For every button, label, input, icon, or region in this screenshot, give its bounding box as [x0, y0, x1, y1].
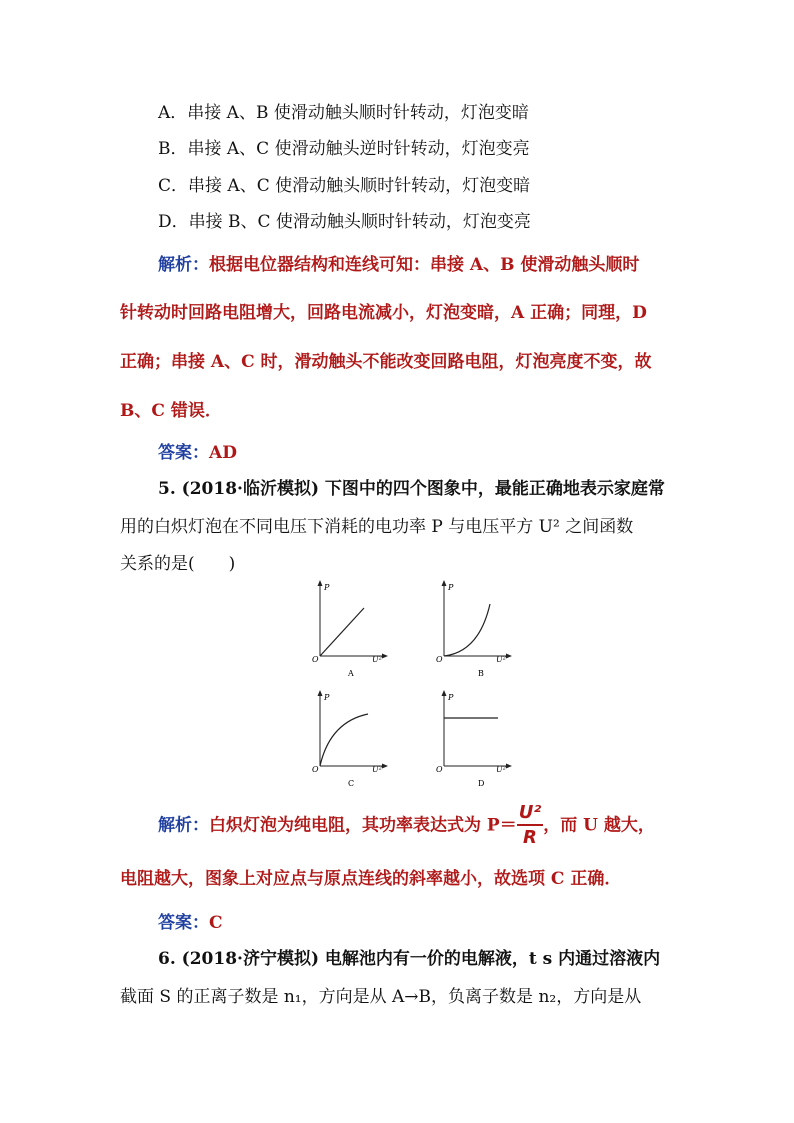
answer5-value: C	[209, 913, 223, 933]
q5-line1: 5. (2018·临沂模拟) 下图中的四个图象中，最能正确地表示家庭常	[158, 479, 665, 499]
q6-line2: 截面 S 的正离子数是 n₁，方向是从 A→B，负离子数是 n₂，方向是从	[120, 987, 642, 1007]
option-c: C．串接 A、C 使滑动触头顺时针转动，灯泡变暗	[158, 176, 531, 196]
analysis4-line4: B、C 错误．	[120, 401, 222, 421]
graph-c-label: C	[348, 779, 355, 788]
analysis5-line2: 电阻越大，图象上对应点与原点连线的斜率越小，故选项 C 正确．	[120, 869, 622, 889]
graph-a-origin: O	[312, 655, 319, 664]
graph-a-label: A	[348, 669, 354, 678]
graph-d-label: D	[478, 779, 485, 788]
graph-d	[434, 688, 514, 788]
answer4	[158, 438, 237, 463]
graph-d-origin: O	[436, 765, 443, 774]
graph-d-svg	[434, 688, 514, 788]
analysis5-label: 解析：	[158, 815, 209, 836]
q5-line2: 用的白炽灯泡在不同电压下消耗的电功率 P 与电压平方 U² 之间函数	[120, 517, 634, 537]
analysis4-text1: 根据电位器结构和连线可知：串接 A、B 使滑动触头顺时	[209, 255, 640, 275]
power-formula-fraction	[517, 804, 544, 847]
graph-d-xlabel: U²	[496, 765, 506, 774]
answer5-label: 答案：	[158, 913, 209, 933]
analysis5-text1a: 白炽灯泡为纯电阻，其功率表达式为 P＝	[209, 815, 517, 836]
graph-a-xlabel: U²	[372, 655, 382, 664]
graph-a-svg	[310, 578, 390, 678]
graph-b-svg	[434, 578, 514, 678]
option-a: A．串接 A、B 使滑动触头顺时针转动，灯泡变暗	[158, 103, 529, 123]
option-b: B．串接 A、C 使滑动触头逆时针转动，灯泡变亮	[158, 139, 530, 159]
analysis4-line1	[158, 250, 639, 275]
graph-b-origin: O	[436, 655, 443, 664]
answer4-label: 答案：	[158, 443, 209, 463]
graph-b	[434, 578, 514, 678]
q6-line1: 6. (2018·济宁模拟) 电解池内有一价的电解液，t s 内通过溶液内	[158, 949, 661, 969]
graph-c-ylabel: P	[324, 693, 330, 702]
graph-d-ylabel: P	[448, 693, 454, 702]
graph-b-xlabel: U²	[496, 655, 506, 664]
q5-line3: 关系的是( )	[120, 554, 236, 574]
fraction-numerator: U²	[517, 804, 544, 826]
answer4-value: AD	[209, 443, 237, 463]
graph-c-origin: O	[312, 765, 319, 774]
analysis4-line3: 正确；串接 A、C 时，滑动触头不能改变回路电阻，灯泡亮度不变，故	[120, 352, 652, 372]
graph-c-xlabel: U²	[372, 765, 382, 774]
option-d: D．串接 B、C 使滑动触头顺时针转动，灯泡变亮	[158, 212, 531, 232]
graph-c	[310, 688, 390, 788]
graph-c-svg	[310, 688, 390, 788]
analysis4-label: 解析：	[158, 255, 209, 275]
analysis5-line1	[158, 804, 655, 847]
answer5	[158, 908, 223, 933]
analysis5-text1b: ，而 U 越大，	[543, 815, 655, 836]
analysis4-line2: 针转动时回路电阻增大，回路电流减小，灯泡变暗，A 正确；同理，D	[120, 303, 647, 323]
graph-a-ylabel: P	[324, 583, 330, 592]
graph-b-label: B	[478, 669, 484, 678]
graph-a	[310, 578, 390, 678]
fraction-denominator: R	[523, 827, 537, 848]
graph-b-ylabel: P	[448, 583, 454, 592]
